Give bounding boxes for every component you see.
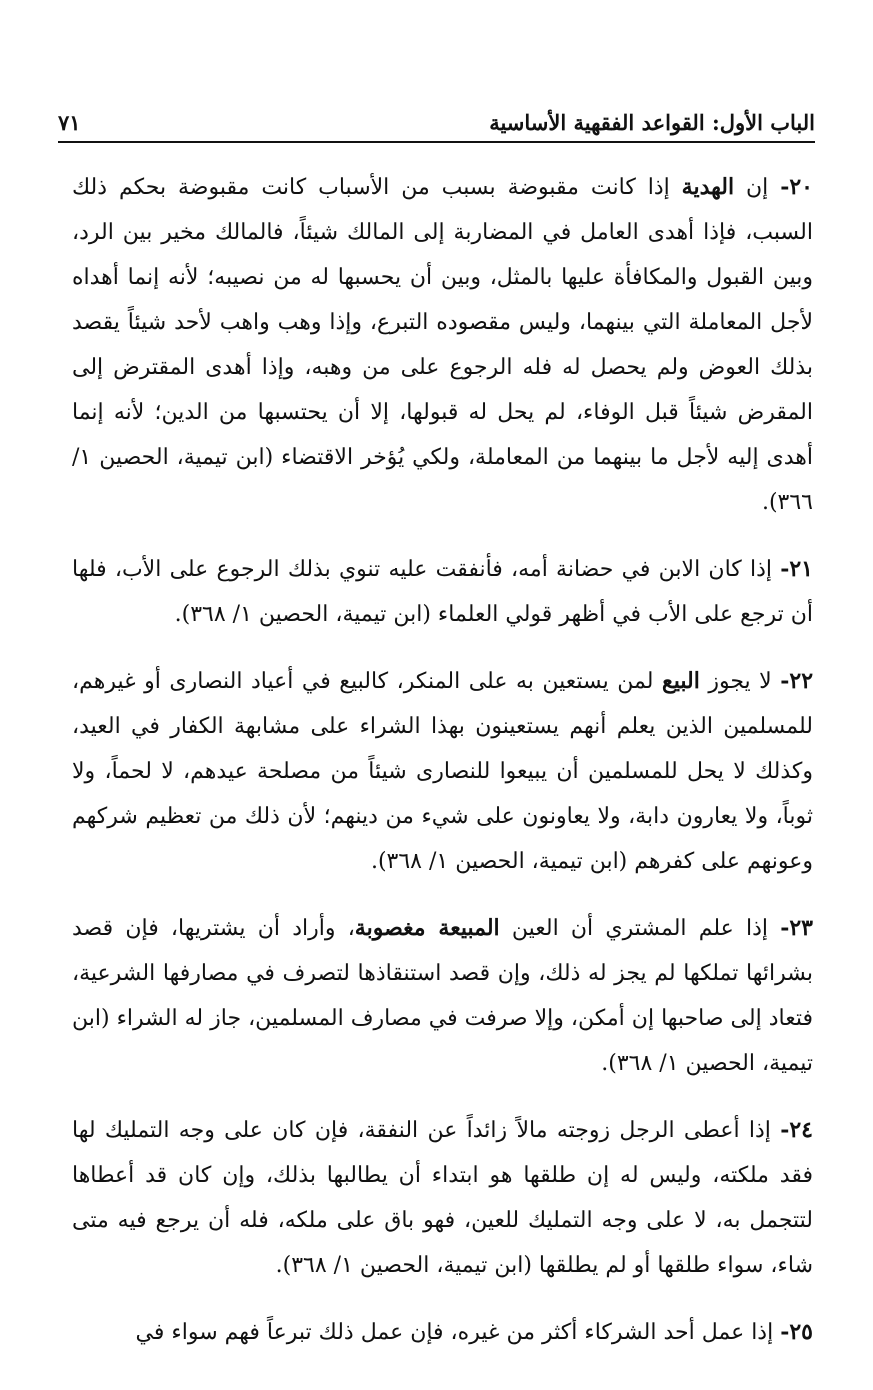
entry-number: ٢٢- [780, 668, 814, 694]
page-body [72, 165, 813, 1377]
header-divider [58, 141, 815, 143]
entry-number: ٢٠- [780, 174, 813, 200]
entry-text: إن [734, 175, 781, 200]
entry-text: لمن يستعين به على المنكر، كالبيع في أعياد النصارى أو غيرهم، للمسلمين الذين يعلم أنهم يستعينون بهذا الشراء على مشابهة الكفار في العيد، وكذلك لا يحل للمسلمين أن يبيعوا للنصارى شيئاً من مصلحة عيدهم، لا لحماً، ولا ثوباً، ولا يعارون دابة، ولا يعاونون على شيء من دينهم؛ لأن ذلك من تعظيم شركهم وعونهم على كفرهم (ابن تيمية، الحصين ١/ ٣٦٨). [72, 669, 813, 874]
entry-keyword: الهدية [681, 174, 735, 200]
rule-entry-21 [72, 547, 813, 637]
entry-text: ، وأراد أن يشتريها، فإن قصد بشرائها تملكها لم يجز له ذلك، وإن قصد استنقاذها لتصرف في مصارفها الشرعية، فتعاد إلى صاحبها إن أمكن، وإلا صرفت في مصارف المسلمين، جاز له الشراء (ابن تيمية، الحصين ١/ ٣٦٨). [72, 916, 813, 1076]
entry-text: إذا كان الابن في حضانة أمه، فأنفقت عليه تنوي بذلك الرجوع على الأب، فلها أن ترجع على الأب في أظهر قولي العلماء (ابن تيمية، الحصين ١/ ٣٦٨). [72, 557, 813, 627]
rule-entry-23 [72, 906, 813, 1086]
rule-entry-22 [72, 659, 813, 884]
entry-number: ٢١- [780, 556, 813, 582]
entry-text: إذا عمل أحد الشركاء أكثر من غيره، فإن عمل ذلك تبرعاً فهم سواء في [135, 1320, 781, 1345]
entry-keyword: المبيعة مغصوبة [354, 915, 500, 941]
page-number: ٧١ [58, 109, 81, 135]
entry-text: إذا أعطى الرجل زوجته مالاً زائداً عن النفقة، فإن كان على وجه التمليك لها فقد ملكته، وليس له إن طلقها هو ابتداء أن يطالبها بذلك، وإن كان قد أعطاها لتتجمل به، لا على وجه التمليك للعين، فهو باق على ملكه، فله أن يرجع فيه متى شاء، سواء طلقها أو لم يطلقها (ابن تيمية، الحصين ١/ ٣٦٨). [72, 1118, 813, 1278]
rule-entry-24 [72, 1108, 813, 1288]
chapter-title: الباب الأول: القواعد الفقهية الأساسية [489, 109, 815, 135]
rule-entry-25 [72, 1310, 813, 1355]
rule-entry-20 [72, 165, 813, 525]
entry-keyword: البيع [662, 668, 700, 694]
entry-number: ٢٥- [780, 1319, 813, 1345]
entry-number: ٢٤- [780, 1117, 813, 1143]
entry-text: إذا علم المشتري أن العين [499, 916, 781, 941]
entry-text: لا يجوز [699, 669, 781, 694]
entry-number: ٢٣- [780, 915, 813, 941]
entry-text: إذا كانت مقبوضة بسبب من الأسباب كانت مقبوضة بحكم ذلك السبب، فإذا أهدى العامل في المضاربة إلى المالك شيئاً، فالمالك مخير بين الرد، وبين القبول والمكافأة عليها بالمثل، وبين أن يحسبها له من نصيبه؛ لأنه إنما أهداه لأجل المعاملة التي بينهما، وليس مقصوده التبرع، وإذا وهب واهب لأحد شيئاً يقصد بذلك العوض ولم يحصل له فله الرجوع على من وهبه، وإذا أهدى المقترض إلى المقرض شيئاً قبل الوفاء، لم يحل له قبولها، إلا أن يحتسبها من الدين؛ لأنه إنما أهدى إليه لأجل ما بينهما من المعاملة، ولكي يُؤخر الاقتضاء (ابن تيمية، الحصين ١/ ٣٦٦). [72, 175, 813, 515]
page-header [58, 104, 815, 140]
